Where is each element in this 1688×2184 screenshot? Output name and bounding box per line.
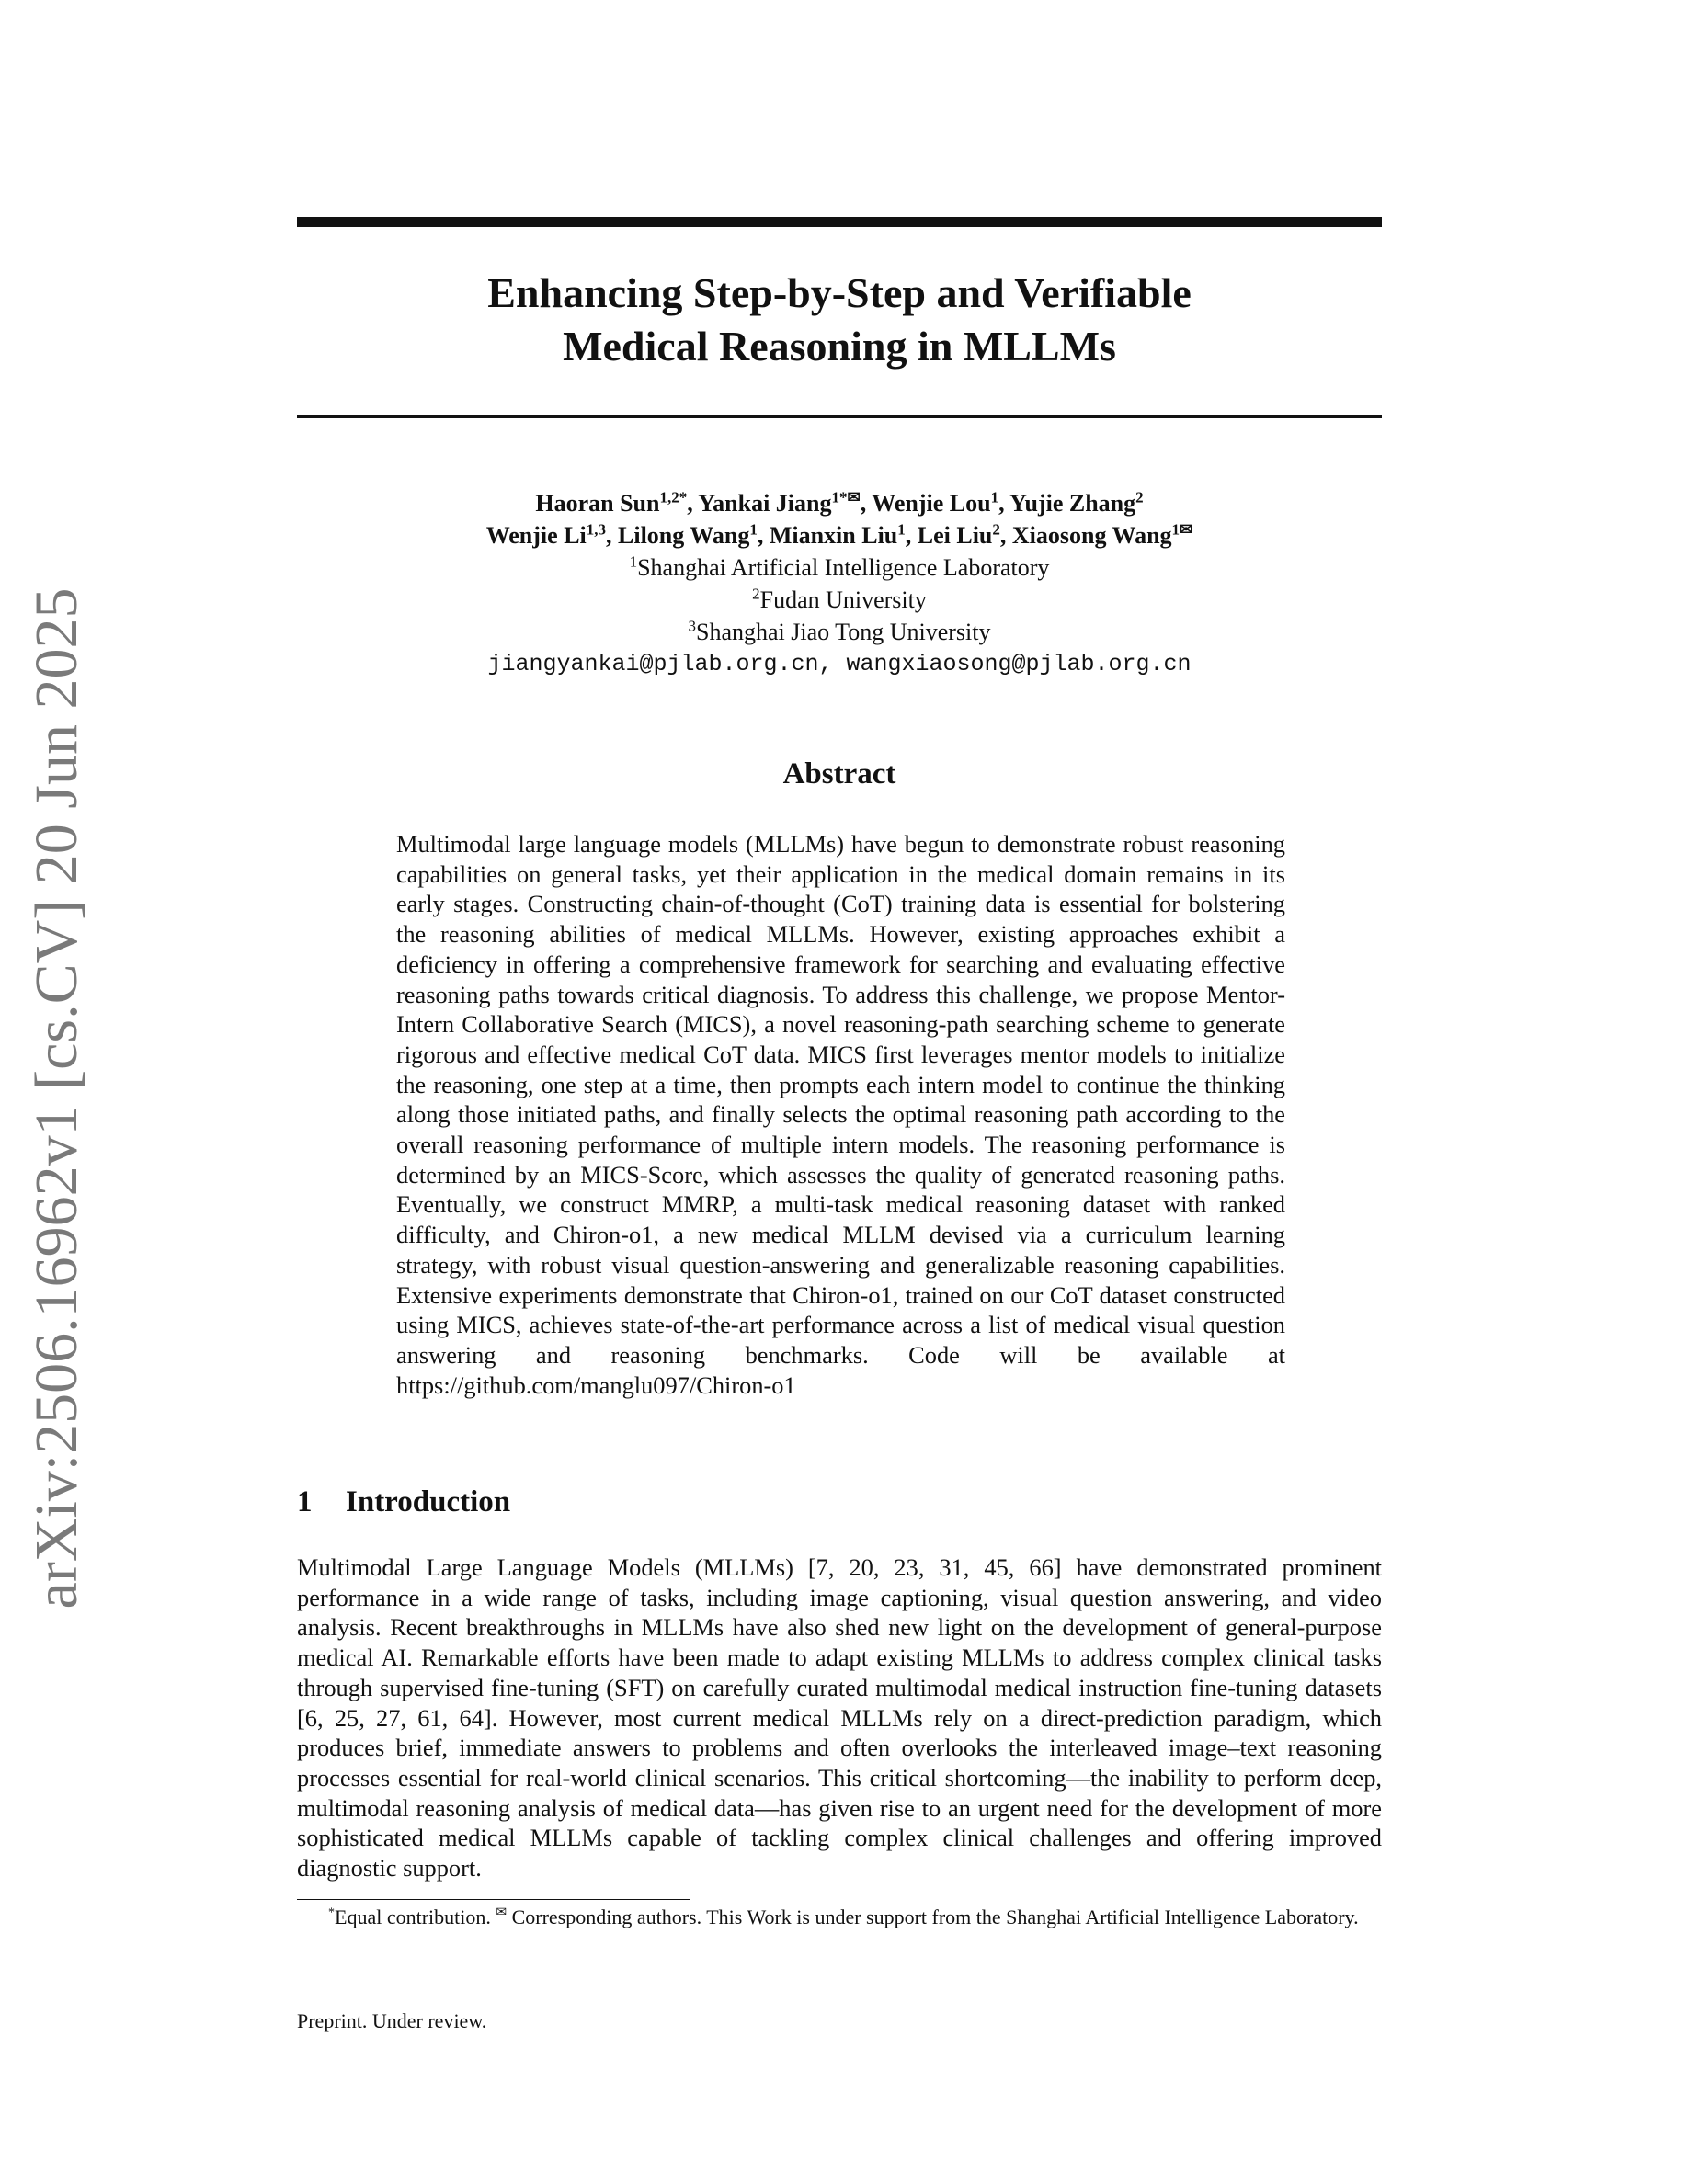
affiliation-2 <box>297 584 1382 616</box>
author-affiliation-mark: 1 <box>990 488 999 506</box>
title-line-1: Enhancing Step-by-Step and Verifiable <box>487 269 1192 316</box>
affiliation-name: Shanghai Artificial Intelligence Laboratory <box>637 554 1050 581</box>
title-rule-bottom <box>297 415 1382 418</box>
author-name: , Yankai Jiang <box>687 490 832 517</box>
title-line-2: Medical Reasoning in MLLMs <box>563 323 1116 370</box>
author-emails: jiangyankai@pjlab.org.cn, wangxiaosong@pjlab.org.cn <box>487 651 1192 677</box>
author-name: , Wenjie Lou <box>860 490 991 517</box>
author-affiliation-mark: 1 <box>749 520 758 539</box>
author-name: Haoran Sun <box>535 490 660 517</box>
arxiv-identifier-stamp: arXiv:2506.16962v1 [cs.CV] 20 Jun 2025 <box>23 587 90 1610</box>
author-affiliation-mark: 2 <box>992 520 1000 539</box>
author-name: , Lei Liu <box>905 522 993 549</box>
title-rule-top <box>297 217 1382 227</box>
affiliation-mark: 2 <box>752 585 760 603</box>
author-block <box>297 487 1382 680</box>
section-heading <box>297 1484 510 1520</box>
affiliation-mark: 1 <box>629 552 638 571</box>
footnote <box>297 1905 1382 1930</box>
author-name: , Yujie Zhang <box>998 490 1136 517</box>
footnote-mark-equal: * <box>328 1905 335 1920</box>
footnote-text-corresponding: Corresponding authors. This Work is under support from the Shanghai Artificial Intelligence Laboratory. <box>507 1905 1359 1928</box>
author-name: , Mianxin Liu <box>757 522 898 549</box>
section-number: 1 <box>297 1485 313 1519</box>
affiliation-mark: 3 <box>688 617 696 635</box>
footnote-rule <box>297 1899 690 1900</box>
abstract-body: Multimodal large language models (MLLMs) have begun to demonstrate robust reasoning capabilities on general tasks, yet their application in the medical domain remains in its early stages. Constructing chain-of-thought (CoT) training data is essential for bolstering the reasoning abilities of medical MLLMs. However, existing approaches exhibit a deficiency in offering a comprehensive framework for searching and evaluating effective reasoning paths towards critical diagnosis. To address this challenge, we propose Mentor-Intern Collaborative Search (MICS), a novel reasoning-path searching scheme to generate rigorous and effective medical CoT data. MICS first leverages mentor models to initialize the reasoning, one step at a time, then prompts each intern model to continue the thinking along those initiated paths, and finally selects the optimal reasoning path according to the overall reasoning performance of multiple intern models. The reasoning performance is determined by an MICS-Score, which assesses the quality of generated reasoning paths. Eventually, we construct MMRP, a multi-task medical reasoning dataset with ranked difficulty, and Chiron-o1, a new medical MLLM devised via a curriculum learning strategy, with robust visual question-answering and generalizable reasoning capabilities. Extensive experiments demonstrate that Chiron-o1, trained on our CoT dataset constructed using MICS, achieves state-of-the-art performance across a list of medical visual question answering and reasoning benchmarks. Code will be available at https://github.com/manglu097/Chiron-o1 <box>396 830 1285 1399</box>
author-affiliation-mark: 1*✉ <box>831 488 861 506</box>
preprint-note: Preprint. Under review. <box>297 2009 487 2032</box>
author-name: , Xiaosong Wang <box>999 522 1172 549</box>
abstract-heading: Abstract <box>782 757 896 791</box>
paper-title <box>297 267 1382 373</box>
affiliation-name: Fudan University <box>759 586 927 613</box>
footnote-text-equal: Equal contribution. <box>335 1905 496 1928</box>
footnote-mark-envelope: ✉ <box>496 1905 508 1920</box>
author-line-1 <box>297 487 1382 519</box>
author-name: Wenjie Li <box>485 522 587 549</box>
author-affiliation-mark: 1 <box>897 520 906 539</box>
affiliation-1 <box>297 552 1382 584</box>
section-title: Introduction <box>346 1485 511 1519</box>
author-affiliation-mark: 1,3 <box>586 520 607 539</box>
author-line-2 <box>297 519 1382 552</box>
affiliation-3 <box>297 616 1382 648</box>
introduction-paragraph: Multimodal Large Language Models (MLLMs) [7, 20, 23, 31, 45, 66] have demonstrated prominent performance in a wide range of tasks, including image captioning, visual question answering, and video analysis. Recent breakthroughs in MLLMs have also shed new light on the development of general-purpose medical AI. Remarkable efforts have been made to adapt existing MLLMs to address complex clinical tasks through supervised fine-tuning (SFT) on carefully curated multimodal medical instruction fine-tuning datasets [6, 25, 27, 61, 64]. However, most current medical MLLMs rely on a direct-prediction paradigm, which produces brief, immediate answers to problems and often overlooks the interleaved image–text reasoning processes essential for real-world clinical scenarios. This critical shortcoming—the inability to perform deep, multimodal reasoning analysis of medical data—has given rise to an urgent need for the development of more sophisticated medical MLLMs capable of tackling complex clinical challenges and offering improved diagnostic support. <box>297 1553 1382 1883</box>
author-name: , Lilong Wang <box>606 522 750 549</box>
affiliation-name: Shanghai Jiao Tong University <box>695 619 991 645</box>
author-affiliation-mark: 1,2* <box>659 488 688 506</box>
author-affiliation-mark: 2 <box>1135 488 1144 506</box>
author-affiliation-mark: 1✉ <box>1171 520 1193 539</box>
